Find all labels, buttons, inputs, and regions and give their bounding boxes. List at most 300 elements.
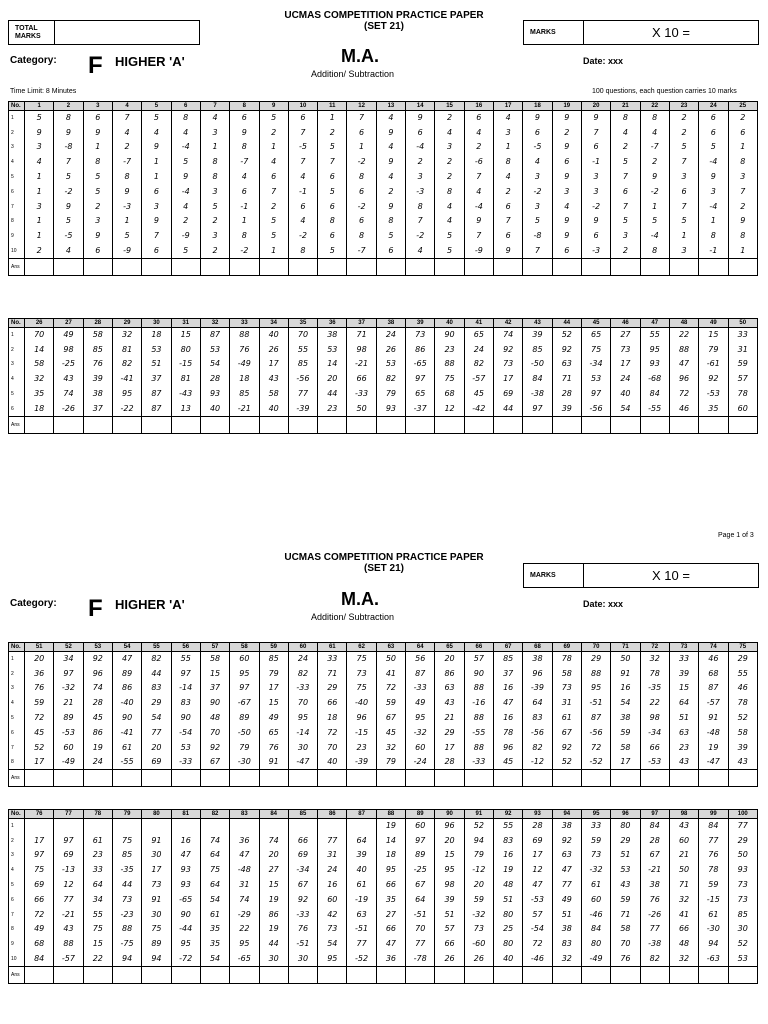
answer-cell[interactable]	[552, 416, 581, 433]
answer-cell[interactable]	[347, 770, 376, 787]
question-cell: 65	[406, 387, 435, 402]
question-cell: 57	[435, 922, 464, 937]
question-cell: 8	[200, 170, 229, 185]
answer-cell[interactable]	[376, 966, 405, 983]
question-cell: 97	[54, 666, 83, 681]
answer-cell[interactable]	[640, 416, 669, 433]
answer-cell[interactable]	[347, 416, 376, 433]
question-cell: 95	[406, 711, 435, 726]
question-cell: 6	[259, 170, 288, 185]
question-cell: 2	[611, 244, 640, 259]
answer-cell[interactable]	[494, 416, 523, 433]
question-number: 46	[611, 319, 640, 328]
question-cell: -7	[347, 244, 376, 259]
answer-cell[interactable]	[406, 258, 435, 275]
answer-cell[interactable]	[259, 966, 288, 983]
answer-cell[interactable]	[83, 770, 112, 787]
answer-cell[interactable]	[112, 770, 141, 787]
question-cell: 54	[611, 401, 640, 416]
question-cell: 3	[494, 125, 523, 140]
question-cell: 39	[728, 740, 758, 755]
question-number: 6	[171, 102, 200, 111]
question-cell: 1	[200, 140, 229, 155]
question-number: 68	[523, 643, 552, 652]
question-cell: 2	[171, 214, 200, 229]
answer-cell[interactable]	[581, 770, 610, 787]
question-cell: 73	[494, 357, 523, 372]
answer-cell[interactable]	[54, 770, 83, 787]
answer-cell[interactable]	[288, 416, 317, 433]
question-cell: 46	[728, 681, 758, 696]
table-row	[9, 125, 758, 140]
answer-cell[interactable]	[699, 416, 728, 433]
question-cell: 15	[200, 666, 229, 681]
question-number: 77	[54, 810, 83, 819]
answer-cell[interactable]	[259, 770, 288, 787]
question-cell: 7	[669, 199, 698, 214]
question-number: 94	[552, 810, 581, 819]
question-cell: 61	[347, 878, 376, 893]
answer-cell[interactable]	[464, 258, 493, 275]
question-cell: 8	[200, 155, 229, 170]
question-cell: 43	[54, 372, 83, 387]
answer-cell[interactable]	[728, 966, 758, 983]
answer-cell[interactable]	[25, 416, 54, 433]
answer-cell[interactable]	[464, 966, 493, 983]
question-cell: 57	[523, 907, 552, 922]
question-cell: 47	[552, 863, 581, 878]
question-cell: 35	[25, 387, 54, 402]
question-cell: 1	[728, 244, 758, 259]
question-cell: 53	[611, 863, 640, 878]
question-cell: 85	[523, 342, 552, 357]
answer-cell[interactable]	[669, 258, 698, 275]
question-cell: -4	[406, 140, 435, 155]
answer-cell[interactable]	[200, 258, 229, 275]
question-cell: -33	[171, 755, 200, 770]
question-number: 50	[728, 319, 758, 328]
row-number: 7	[9, 907, 25, 922]
answer-cell[interactable]	[112, 258, 141, 275]
question-cell: 75	[581, 342, 610, 357]
question-cell: 17	[611, 357, 640, 372]
question-cell: 6	[523, 125, 552, 140]
answer-cell[interactable]	[83, 258, 112, 275]
question-cell: 5	[259, 229, 288, 244]
question-cell: 39	[523, 328, 552, 343]
marks-value[interactable]: X 10 =	[652, 25, 690, 40]
answer-cell[interactable]	[54, 966, 83, 983]
question-cell: -34	[640, 725, 669, 740]
question-cell: 45	[464, 387, 493, 402]
question-cell: 9	[83, 229, 112, 244]
answer-cell[interactable]	[318, 966, 347, 983]
question-cell: 40	[318, 755, 347, 770]
question-cell: 19	[494, 863, 523, 878]
answer-cell[interactable]	[142, 966, 171, 983]
question-cell: -4	[464, 199, 493, 214]
marks-value-2[interactable]: X 10 =	[652, 568, 690, 583]
question-cell: 53	[728, 952, 758, 967]
answer-cell[interactable]	[523, 258, 552, 275]
marks-label: MARKS	[524, 21, 584, 44]
answer-cell[interactable]	[494, 770, 523, 787]
answer-cell[interactable]	[406, 770, 435, 787]
question-cell: 66	[669, 922, 698, 937]
question-cell: 22	[640, 696, 669, 711]
question-cell: 38	[552, 922, 581, 937]
answer-cell[interactable]	[112, 416, 141, 433]
answer-cell[interactable]	[611, 258, 640, 275]
answer-cell[interactable]	[347, 966, 376, 983]
question-number: 13	[376, 102, 405, 111]
question-cell: -33	[464, 755, 493, 770]
question-cell	[259, 819, 288, 834]
answer-cell[interactable]	[318, 770, 347, 787]
answer-cell[interactable]	[464, 416, 493, 433]
answer-cell[interactable]	[347, 258, 376, 275]
question-cell: 98	[347, 342, 376, 357]
question-cell: 96	[347, 711, 376, 726]
answer-cell[interactable]	[83, 966, 112, 983]
question-number: 40	[435, 319, 464, 328]
question-number: 27	[54, 319, 83, 328]
question-number: 54	[112, 643, 141, 652]
table-row	[9, 401, 758, 416]
question-cell: 55	[494, 819, 523, 834]
question-cell: -55	[112, 755, 141, 770]
question-cell: 75	[435, 372, 464, 387]
answer-cell[interactable]	[699, 258, 728, 275]
question-cell: 4	[54, 244, 83, 259]
question-cell: 35	[376, 892, 405, 907]
answer-cell[interactable]	[728, 258, 758, 275]
question-cell: 23	[347, 740, 376, 755]
answer-cell[interactable]	[523, 966, 552, 983]
question-cell: 15	[699, 328, 728, 343]
answer-cell[interactable]	[288, 258, 317, 275]
answer-cell[interactable]	[259, 258, 288, 275]
question-cell: 75	[200, 863, 229, 878]
answer-cell[interactable]	[669, 770, 698, 787]
question-cell: 20	[142, 740, 171, 755]
answer-cell[interactable]	[142, 258, 171, 275]
table-row	[9, 328, 758, 343]
question-cell: 54	[142, 711, 171, 726]
answer-cell[interactable]	[376, 770, 405, 787]
question-cell: 95	[288, 711, 317, 726]
question-cell: 61	[699, 907, 728, 922]
question-cell: 63	[435, 681, 464, 696]
question-cell: -60	[464, 937, 493, 952]
answer-cell[interactable]	[54, 258, 83, 275]
answer-cell[interactable]	[200, 966, 229, 983]
category-name: HIGHER 'A'	[115, 54, 185, 69]
question-cell: 82	[640, 952, 669, 967]
answer-cell[interactable]	[288, 966, 317, 983]
answer-cell[interactable]	[581, 416, 610, 433]
question-cell: 91	[142, 892, 171, 907]
paper-set-2: (SET 21)	[363, 563, 404, 574]
question-cell: -61	[699, 357, 728, 372]
question-cell: 8	[347, 170, 376, 185]
question-cell: 67	[288, 878, 317, 893]
answer-cell[interactable]	[728, 770, 758, 787]
question-cell: -24	[406, 755, 435, 770]
answer-cell[interactable]	[259, 416, 288, 433]
question-number: 91	[464, 810, 493, 819]
question-cell: 77	[142, 725, 171, 740]
answer-cell[interactable]	[112, 966, 141, 983]
question-cell: 53	[142, 342, 171, 357]
question-cell: 73	[728, 892, 758, 907]
question-cell: 5	[112, 229, 141, 244]
answer-cell[interactable]	[376, 258, 405, 275]
answer-cell[interactable]	[25, 258, 54, 275]
question-cell: 64	[83, 878, 112, 893]
question-cell: -1	[288, 184, 317, 199]
question-cell: 2	[112, 140, 141, 155]
question-cell: 3	[83, 214, 112, 229]
question-number: 53	[83, 643, 112, 652]
ans-label: Ans	[9, 966, 25, 983]
question-cell	[230, 819, 259, 834]
question-cell: -52	[581, 755, 610, 770]
answer-cell[interactable]	[581, 966, 610, 983]
question-cell: 58	[611, 922, 640, 937]
question-cell: 61	[581, 878, 610, 893]
answer-cell[interactable]	[83, 416, 112, 433]
ma-subheading-2: Addition/ Subtraction	[311, 612, 395, 622]
answer-cell[interactable]	[640, 258, 669, 275]
question-number: 84	[259, 810, 288, 819]
question-cell: 32	[640, 652, 669, 667]
answer-cell[interactable]	[640, 770, 669, 787]
answer-cell[interactable]	[464, 770, 493, 787]
answer-cell[interactable]	[552, 258, 581, 275]
question-cell: 6	[669, 184, 698, 199]
answer-cell[interactable]	[318, 416, 347, 433]
answer-cell[interactable]	[611, 966, 640, 983]
table-row	[9, 372, 758, 387]
answer-cell[interactable]	[171, 966, 200, 983]
question-cell: 20	[435, 833, 464, 848]
answer-cell[interactable]	[640, 966, 669, 983]
answer-row	[9, 770, 758, 787]
ans-label: Ans	[9, 770, 25, 787]
answer-cell[interactable]	[230, 258, 259, 275]
table-row	[9, 878, 758, 893]
answer-cell[interactable]	[171, 770, 200, 787]
answer-cell[interactable]	[669, 966, 698, 983]
question-cell: 35	[699, 401, 728, 416]
question-cell: 73	[406, 328, 435, 343]
answer-cell[interactable]	[435, 770, 464, 787]
answer-cell[interactable]	[25, 966, 54, 983]
question-cell: 87	[406, 666, 435, 681]
question-cell: 72	[376, 681, 405, 696]
answer-cell[interactable]	[728, 416, 758, 433]
answer-cell[interactable]	[699, 770, 728, 787]
question-cell: 90	[112, 711, 141, 726]
question-cell: 36	[376, 952, 405, 967]
question-cell: -46	[523, 952, 552, 967]
question-cell: 84	[25, 952, 54, 967]
row-number: 1	[9, 652, 25, 667]
question-cell: -57	[464, 372, 493, 387]
question-number: 66	[464, 643, 493, 652]
answer-cell[interactable]	[494, 258, 523, 275]
answer-cell[interactable]	[523, 770, 552, 787]
question-cell: 8	[640, 244, 669, 259]
question-cell: 70	[611, 937, 640, 952]
answer-cell[interactable]	[435, 416, 464, 433]
question-cell: 48	[669, 937, 698, 952]
answer-cell[interactable]	[230, 416, 259, 433]
row-number: 3	[9, 357, 25, 372]
answer-cell[interactable]	[552, 770, 581, 787]
question-cell: 8	[494, 155, 523, 170]
question-cell: -4	[640, 229, 669, 244]
question-cell: 59	[611, 725, 640, 740]
question-number: 34	[259, 319, 288, 328]
answer-cell[interactable]	[435, 966, 464, 983]
category-label-2: Category:	[10, 598, 57, 609]
question-cell: 66	[376, 922, 405, 937]
question-cell: 89	[142, 937, 171, 952]
question-cell: 32	[25, 372, 54, 387]
question-cell: 9	[25, 125, 54, 140]
question-cell: 92	[552, 740, 581, 755]
question-cell: 6	[142, 184, 171, 199]
answer-cell[interactable]	[581, 258, 610, 275]
question-cell: 60	[230, 652, 259, 667]
answer-cell[interactable]	[171, 416, 200, 433]
question-cell: 77	[347, 937, 376, 952]
question-cell: 6	[494, 199, 523, 214]
table-row	[9, 170, 758, 185]
question-cell: 61	[112, 740, 141, 755]
question-cell: -51	[406, 907, 435, 922]
question-number: 96	[611, 810, 640, 819]
answer-cell[interactable]	[406, 966, 435, 983]
question-cell: -38	[523, 387, 552, 402]
question-cell: 76	[83, 357, 112, 372]
question-cell: 61	[200, 907, 229, 922]
answer-cell[interactable]	[142, 416, 171, 433]
answer-cell[interactable]	[552, 966, 581, 983]
question-number: 62	[347, 643, 376, 652]
question-cell: -49	[54, 755, 83, 770]
question-cell: 5	[83, 170, 112, 185]
question-cell: 1	[25, 184, 54, 199]
question-cell: 76	[640, 892, 669, 907]
question-cell: 5	[25, 111, 54, 126]
answer-cell[interactable]	[523, 416, 552, 433]
question-cell: 76	[25, 681, 54, 696]
question-cell: 93	[728, 863, 758, 878]
answer-cell[interactable]	[494, 966, 523, 983]
question-cell: 84	[581, 922, 610, 937]
question-cell: 23	[318, 401, 347, 416]
question-cell: 44	[318, 387, 347, 402]
question-cell: 4	[406, 244, 435, 259]
question-cell: 5	[142, 111, 171, 126]
question-number: 80	[142, 810, 171, 819]
question-cell: 14	[25, 342, 54, 357]
answer-cell[interactable]	[406, 416, 435, 433]
question-number: 19	[552, 102, 581, 111]
question-number: 82	[200, 810, 229, 819]
answer-cell[interactable]	[376, 416, 405, 433]
question-cell: -34	[288, 863, 317, 878]
question-cell: 6	[699, 125, 728, 140]
question-cell: 32	[669, 892, 698, 907]
question-cell: 94	[112, 952, 141, 967]
question-cell: 66	[25, 892, 54, 907]
question-number: 83	[230, 810, 259, 819]
answer-cell[interactable]	[611, 770, 640, 787]
question-cell: 89	[54, 711, 83, 726]
question-cell: 98	[54, 342, 83, 357]
question-cell: 3	[669, 170, 698, 185]
question-cell: 95	[171, 937, 200, 952]
question-number: 9	[259, 102, 288, 111]
answer-cell[interactable]	[54, 416, 83, 433]
question-cell: 6	[83, 244, 112, 259]
question-cell: 58	[552, 666, 581, 681]
question-cell: 74	[83, 681, 112, 696]
question-number: 58	[230, 643, 259, 652]
question-cell: 4	[464, 125, 493, 140]
answer-cell[interactable]	[230, 770, 259, 787]
answer-cell[interactable]	[435, 258, 464, 275]
question-cell: 51	[494, 892, 523, 907]
answer-cell[interactable]	[200, 416, 229, 433]
question-cell: 53	[171, 740, 200, 755]
question-number: 55	[142, 643, 171, 652]
question-cell: 8	[728, 229, 758, 244]
question-cell: 70	[288, 328, 317, 343]
question-number: 57	[200, 643, 229, 652]
question-cell: -15	[699, 892, 728, 907]
paper-title: UCMAS COMPETITION PRACTICE PAPER	[284, 10, 484, 21]
total-marks-field[interactable]	[55, 21, 199, 44]
question-cell: 90	[464, 666, 493, 681]
category-letter-2: F	[88, 595, 103, 622]
answer-cell[interactable]	[669, 416, 698, 433]
answer-cell[interactable]	[318, 258, 347, 275]
question-cell: 18	[142, 328, 171, 343]
answer-cell[interactable]	[142, 770, 171, 787]
answer-cell[interactable]	[699, 966, 728, 983]
question-cell: 66	[640, 740, 669, 755]
answer-cell[interactable]	[230, 966, 259, 983]
question-cell: 69	[523, 833, 552, 848]
question-cell: 1	[83, 140, 112, 155]
question-cell: 27	[376, 907, 405, 922]
question-cell: 1	[494, 140, 523, 155]
question-cell: 40	[347, 863, 376, 878]
question-cell: 50	[347, 401, 376, 416]
answer-cell[interactable]	[200, 770, 229, 787]
question-cell: 24	[318, 863, 347, 878]
answer-cell[interactable]	[288, 770, 317, 787]
answer-cell[interactable]	[25, 770, 54, 787]
answer-cell[interactable]	[611, 416, 640, 433]
question-cell: 47	[171, 848, 200, 863]
answer-cell[interactable]	[171, 258, 200, 275]
